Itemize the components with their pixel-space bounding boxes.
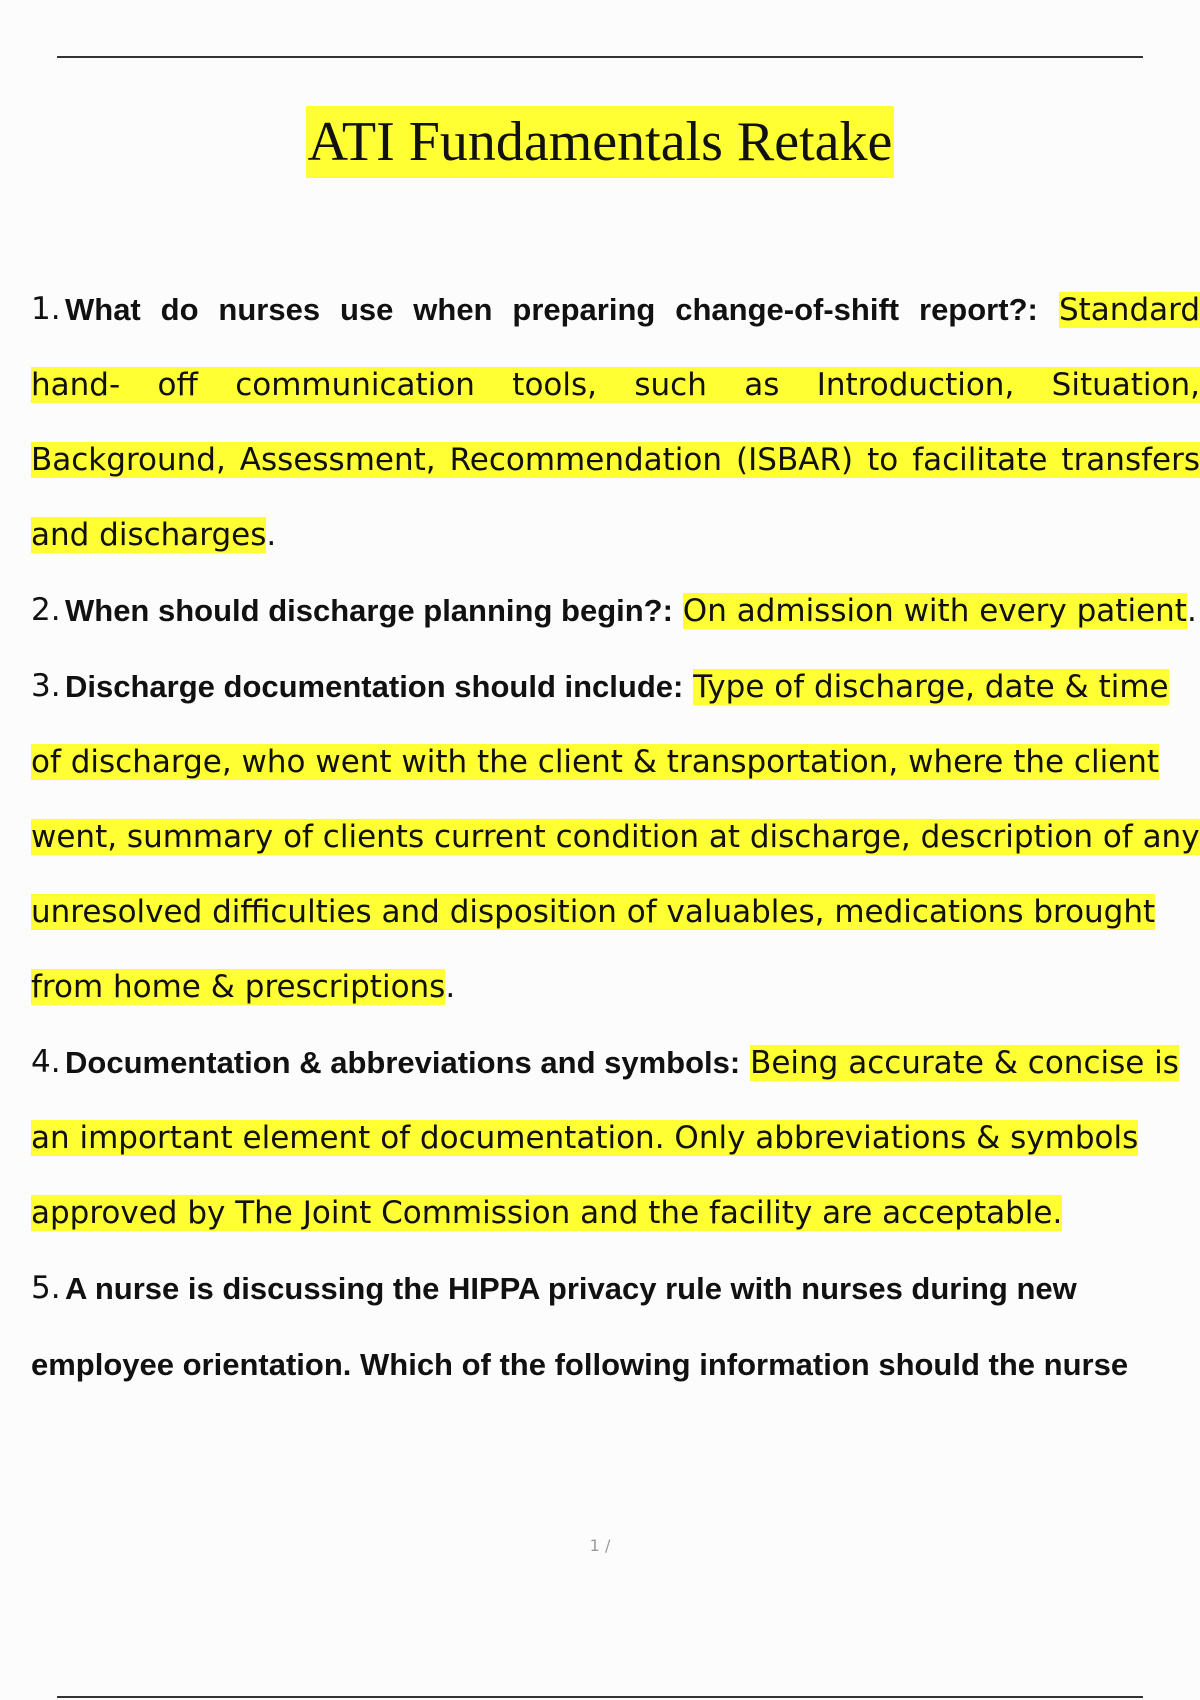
list-item	[31, 1251, 1200, 1403]
question-text: When should discharge planning begin?:	[65, 593, 673, 628]
item-number: 2.	[31, 592, 61, 628]
answer-end: .	[1186, 593, 1197, 629]
document-title: ATI Fundamentals Retake	[306, 106, 895, 178]
page-number: 1 /	[589, 1536, 611, 1555]
bottom-rule	[57, 1696, 1143, 1698]
item-number: 4.	[31, 1044, 61, 1080]
list-item	[31, 272, 1200, 573]
answer-end: .	[445, 969, 456, 1005]
list-item	[31, 649, 1200, 1025]
question-text: A nurse is discussing the HIPPA privacy rule with nurses during new employee orientation. Which of the following information should the nurse	[31, 1271, 1129, 1382]
item-number: 1.	[31, 291, 61, 327]
item-text	[31, 649, 1200, 1025]
item-text	[31, 573, 1200, 649]
answer-text: On admission with every patient	[682, 593, 1187, 629]
question-text: Documentation & abbreviations and symbols:	[65, 1045, 741, 1080]
title-container	[0, 106, 1200, 178]
answer-text: Type of discharge, date & time of discharge, who went with the client & transportation, where the client went, summary of clients current condition at discharge, description of any unresolved difficulties and disposition of valuables, medications brought from home & prescriptions	[31, 669, 1200, 1005]
list-item	[31, 1025, 1200, 1251]
list-item	[31, 573, 1200, 649]
answer-text: Standard hand- off communication tools, such as Introduction, Situation, Background, Assessment, Recommendation (ISBAR) to facilitate transfers and discharges	[31, 292, 1200, 553]
question-text: Discharge documentation should include:	[65, 669, 684, 704]
answer-text: Being accurate & concise is an important element of documentation. Only abbreviations & symbols approved by The Joint Commission and the facility are acceptable.	[31, 1045, 1179, 1231]
item-text	[31, 272, 1200, 573]
question-list	[31, 272, 1200, 1403]
question-text: What do nurses use when preparing change-of-shift report?:	[65, 292, 1038, 327]
item-text	[31, 1025, 1200, 1251]
top-rule	[57, 56, 1143, 58]
answer-end: .	[266, 517, 277, 553]
item-number: 3.	[31, 668, 61, 704]
item-text	[31, 1251, 1200, 1403]
item-number: 5.	[31, 1270, 61, 1306]
